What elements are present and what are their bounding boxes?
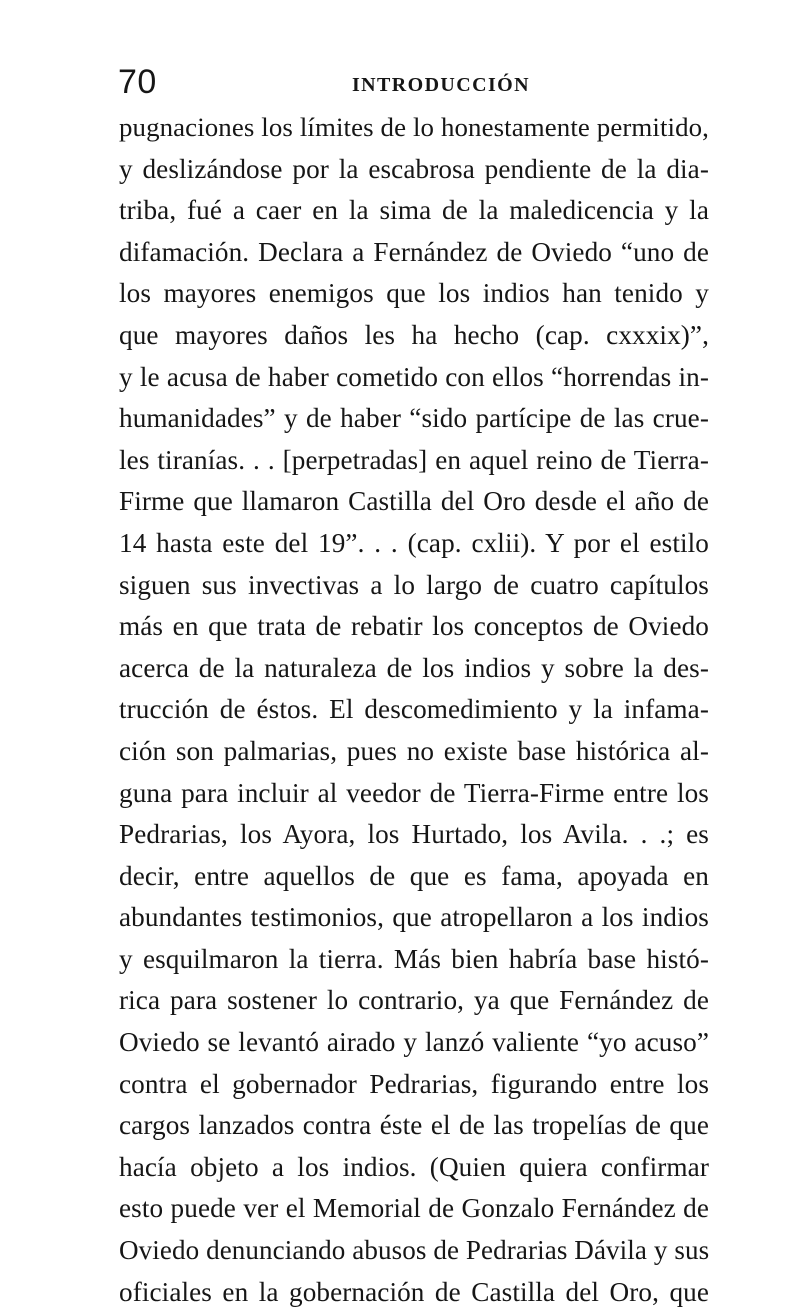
text-line: los mayores enemigos que los indios han tenido y (119, 278, 709, 309)
running-head: INTRODUCCIÓN (352, 74, 530, 96)
text-line: guna para incluir al veedor de Tierra-Firme entre los (119, 777, 709, 808)
text-line: humanidades” y de haber “sido partícipe de las crue- (119, 403, 709, 434)
text-line: y esquilmaron la tierra. Más bien habría base histó- (119, 943, 709, 974)
text-line: pugnaciones los límites de lo honestamente permitido, (119, 112, 709, 142)
text-line: contra el gobernador Pedrarias, figurando entre los (119, 1068, 709, 1099)
text-line: acerca de la naturaleza de los indios y sobre la des- (119, 652, 709, 683)
text-line: les tiranías. . . [perpetradas] en aquel reino de Tierra- (119, 444, 709, 475)
text-line: Firme que llamaron Castilla del Oro desde el año de (119, 486, 709, 517)
text-line: decir, entre aquellos de que es fama, apoyada en (119, 860, 709, 891)
text-line: difamación. Declara a Fernández de Oviedo “uno de (119, 236, 709, 267)
text-line: y deslizándose por la escabrosa pendiente de la dia- (119, 153, 709, 184)
text-line: 14 hasta este del 19”. . . (cap. cxlii). Y por el estilo (119, 527, 709, 558)
text-line: abundantes testimonios, que atropellaron a los indios (119, 902, 709, 933)
text-line: trucción de éstos. El descomedimiento y la infama- (119, 694, 709, 725)
text-line: Oviedo se levantó airado y lanzó valiente “yo acuso” (119, 1027, 709, 1058)
body-paragraph (119, 107, 709, 1313)
page-number: 70 (118, 63, 157, 101)
text-line: Oviedo denunciando abusos de Pedrarias Dávila y sus (119, 1235, 710, 1266)
text-line: triba, fué a caer en la sima de la maledicencia y la (119, 195, 709, 226)
text-line: oficiales en la gobernación de Castilla del Oro, que (119, 1276, 709, 1307)
text-line: rica para sostener lo contrario, ya que Fernández de (119, 985, 709, 1016)
text-line: siguen sus invectivas a lo largo de cuatro capítulos (119, 569, 709, 600)
text-line: esto puede ver el Memorial de Gonzalo Fernández de (119, 1193, 709, 1224)
text-line: cargos lanzados contra éste el de las tropelías de que (119, 1110, 709, 1141)
text-line: hacía objeto a los indios. (Quien quiera confirmar (119, 1151, 709, 1182)
text-line: y le acusa de haber cometido con ellos “horrendas in- (119, 361, 709, 392)
text-line: ción son palmarias, pues no existe base histórica al- (119, 735, 709, 766)
text-line: Pedrarias, los Ayora, los Hurtado, los Avila. . .; es (119, 819, 709, 850)
text-line: más en que trata de rebatir los conceptos de Oviedo (119, 611, 709, 642)
text-line: que mayores daños les ha hecho (cap. cxxxix)”, (119, 319, 709, 350)
